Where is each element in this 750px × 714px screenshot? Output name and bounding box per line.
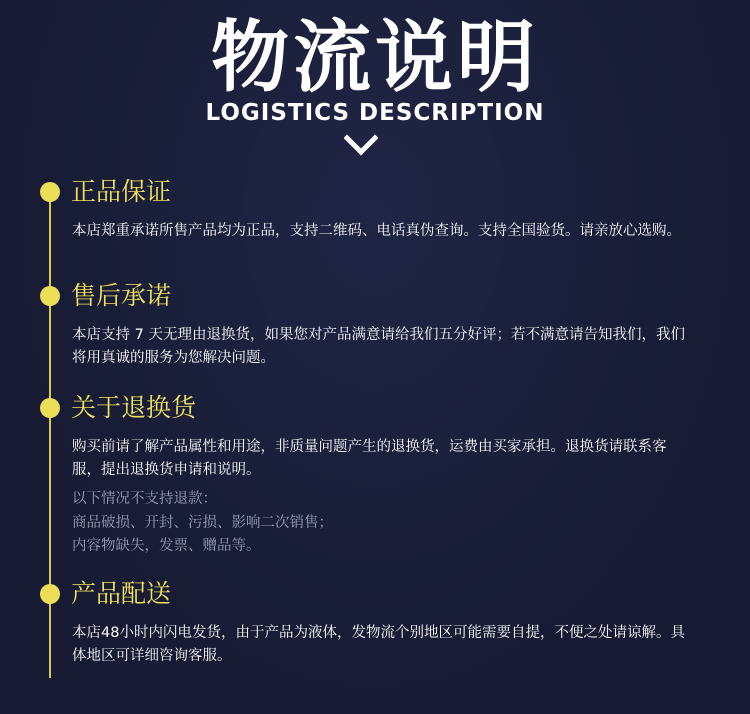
- timeline-dot: [40, 584, 60, 604]
- chevron-down-icon: [344, 134, 378, 158]
- section-text-returns: 购买前请了解产品属性和用途，非质量问题产生的退换货，运费由买家承担。退换货请联系客服，提出退换货申请和说明。: [72, 439, 667, 478]
- returns-notes: [72, 488, 692, 559]
- section-text-after-sales: 本店支持 7 天无理由退换货，如果您对产品满意请给我们五分好评；若不满意请告知我们，我们将用真诚的服务为您解决问题。: [72, 327, 685, 366]
- section-text-delivery: 本店48小时内闪电发货，由于产品为液体，发物流个别地区可能需要自提，不便之处请谅解。具体地区可详细咨询客服。: [72, 625, 685, 664]
- returns-note: 商品破损、开封、污损、影响二次销售；: [72, 514, 333, 531]
- returns-note: 内容物缺失，发票、赠品等。: [72, 538, 261, 554]
- timeline-dot: [40, 398, 60, 418]
- section-text-authentic: 本店郑重承诺所售产品均为正品，支持二维码、电话真伪查询。支持全国验货。请亲放心选购。: [72, 223, 681, 239]
- timeline-line: [49, 192, 51, 678]
- section-title-delivery: 产品配送: [71, 579, 172, 608]
- section-title-after-sales: 售后承诺: [71, 281, 172, 310]
- returns-note: 以下情况不支持退款：: [72, 491, 217, 507]
- timeline-dot: [40, 182, 60, 202]
- page-subtitle: LOGISTICS DESCRIPTION: [205, 100, 545, 126]
- section-title-authentic: 正品保证: [71, 177, 172, 206]
- section-title-returns: 关于退换货: [71, 393, 197, 422]
- page-title: 物流说明: [210, 13, 539, 103]
- timeline-dot: [40, 286, 60, 306]
